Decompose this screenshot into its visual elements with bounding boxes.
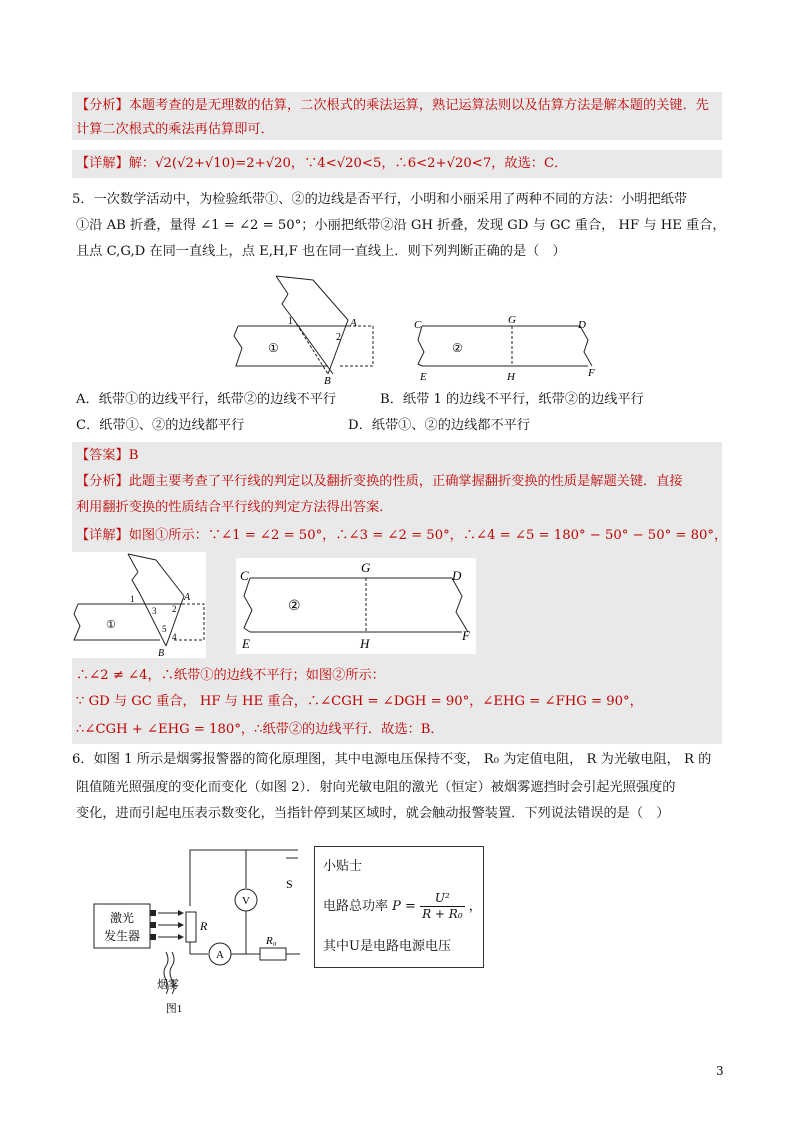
r0-label: R₀: [266, 935, 277, 947]
analysis4-line2: 计算二次根式的乘法再估算即可．: [76, 122, 274, 137]
q5-option-a: A．纸带①的边线平行，纸带②的边线不平行: [76, 392, 337, 407]
detail5-fig1-label-2: 2: [172, 604, 177, 614]
q6-line2: 阻值随光照强度的变化而变化（如图 2）．射向光敏电阻的激光（恒定）被烟雾遮挡时会引起光照强度的: [76, 780, 676, 795]
detail5-line3: ∵ GD 与 GC 重合， HF 与 HE 重合，∴∠CGH = ∠DGH = 90°，∠EHG = ∠FHG = 90°，: [76, 694, 643, 709]
q5-fig2-label-H: H: [507, 371, 515, 383]
q5-fig2-label-E: E: [420, 371, 427, 383]
detail5-line4: ∴∠CGH + ∠EHG = 180°，∴纸带②的边线平行．故选：B．: [76, 722, 444, 737]
q5-fig2-label-F: F: [588, 367, 595, 379]
q5-fig1-label-2: 2: [336, 332, 341, 343]
q5-fig1-label-A: A: [350, 317, 357, 329]
detail5-fig2-label-strip: ②: [288, 599, 301, 614]
detail5-fig1-label-3: 3: [152, 606, 157, 616]
q6-line1: 6．如图 1 所示是烟雾报警器的简化原理图，其中电源电压保持不变， R₀ 为定值电阻， R 为光敏电阻， R 的: [72, 752, 712, 767]
page-number: 3: [716, 1064, 724, 1078]
voltmeter-label: V: [242, 895, 250, 907]
figure1-caption: 图1: [165, 1003, 183, 1015]
tip-formula: 电路总功率 P = $\frac{\text{U²}}{\text{R + R₀}}$ ，: [323, 891, 482, 921]
tip-line3: 其中U是电路电源电压: [323, 939, 451, 954]
q5-line3: 且点 C,G,D 在同一直线上，点 E,H,F 也在同一直线上．则下列判断正确的是（ ）: [76, 244, 566, 259]
laser-label-2: 发生器: [103, 929, 141, 943]
q6-circuit-diagram: [90, 842, 312, 1022]
q5-line1: 5．一次数学活动中，为检验纸带①、②的边线是否平行，小明和小丽采用了两种不同的方法：小明把纸带: [72, 192, 688, 207]
smoke-label: 烟雾: [157, 979, 179, 991]
detail5-fig2-label-F: F: [462, 628, 470, 643]
detail5-fig1-label-B: B: [158, 648, 165, 658]
q5-fig1-label-strip: ①: [268, 341, 279, 355]
detail5-fig1-label-5: 5: [162, 624, 167, 634]
q5-figure-strip2: [412, 312, 602, 384]
q5-option-b: B．纸带 1 的边线不平行，纸带②的边线平行: [380, 392, 644, 407]
detail5-fig1-label-4: 4: [172, 632, 177, 642]
laser-label-1: 激光: [109, 911, 135, 925]
q5-option-c: C．纸带①、②的边线都平行: [76, 418, 245, 433]
q5-fig2-label-G: G: [508, 314, 516, 326]
answer5-line: 【答案】B: [76, 448, 139, 463]
detail5-line2: ∴∠2 ≠ ∠4，∴纸带①的边线不平行；如图②所示：: [76, 668, 385, 683]
detail5-figure-strip1: [72, 552, 206, 658]
q5-fig1-label-B: B: [324, 375, 331, 386]
analysis5-line1: 【分析】此题主要考查了平行线的判定以及翻折变换的性质，正确掌握翻折变换的性质是解题关键．直接: [76, 474, 683, 489]
q6-line3: 变化，进而引起电压表示数变化，当指针停到某区域时，就会触动报警装置．下列说法错误的是（ ）: [76, 806, 670, 821]
detail5-fig1-label-A: A: [184, 592, 191, 603]
q5-fig2-label-C: C: [414, 319, 422, 331]
switch-label: S: [286, 877, 293, 891]
q5-fig2-label-D: D: [578, 319, 586, 331]
detail5-fig1-label-strip: ①: [106, 619, 116, 631]
q5-fig1-label-1: 1: [288, 316, 293, 327]
q5-line2: ①沿 AB 折叠，量得 ∠1 = ∠2 = 50°；小丽把纸带②沿 GH 折叠，发现 GD 与 GC 重合， HF 与 HE 重合，: [76, 218, 726, 233]
detail5-fig2-label-D: D: [452, 568, 462, 583]
tip-title: 小贴士: [323, 859, 363, 874]
tip-box: [314, 846, 484, 968]
detail5-fig2-label-C: C: [240, 568, 249, 583]
resistor-r-label: R: [200, 919, 208, 933]
analysis5-line2: 利用翻折变换的性质结合平行线的判定方法得出答案．: [76, 500, 393, 515]
detail5-fig2-label-G: G: [361, 560, 371, 575]
q5-figure-strip1: [228, 274, 380, 386]
detail5-line1: 【详解】如图①所示：∵∠1 = ∠2 = 50°，∴∠3 = ∠2 = 50°，∴∠4 = ∠5 = 180° − 50° − 50° = 80°，: [76, 528, 728, 543]
analysis4-line1: 【分析】本题考查的是无理数的估算，二次根式的乘法运算，熟记运算法则以及估算方法是解本题的关键．先: [76, 98, 709, 113]
ammeter-label: A: [216, 949, 224, 961]
detail5-figure-strip2: [236, 558, 476, 654]
detail5-fig2-label-H: H: [360, 636, 370, 651]
q5-option-d: D．纸带①、②的边线都不平行: [348, 418, 531, 433]
detail5-fig1-label-1: 1: [130, 594, 135, 604]
detail4-line: 【详解】解：√2(√2+√10)=2+√20，∵4<√20<5，∴6<2+√20<7，故选：C．: [76, 156, 568, 171]
detail5-fig2-label-E: E: [242, 636, 250, 651]
q5-fig2-label-strip: ②: [452, 341, 463, 355]
